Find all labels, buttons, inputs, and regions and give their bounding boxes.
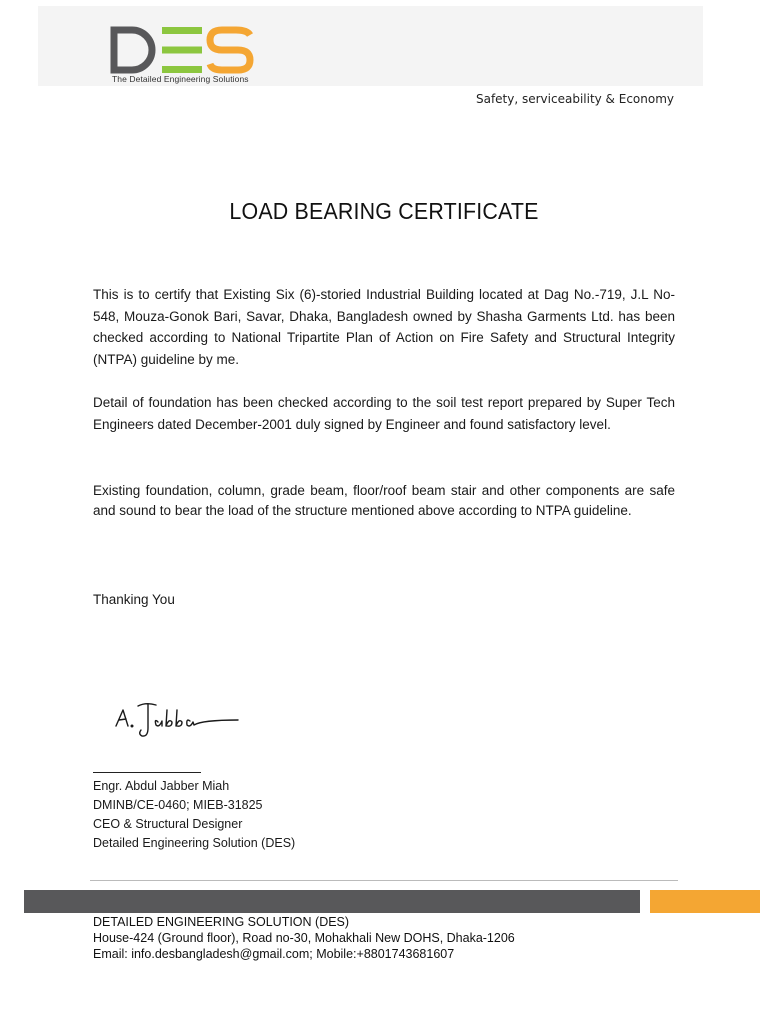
des-logo [110,26,270,88]
des-logo-mark [110,26,255,74]
footer-address: House-424 (Ground floor), Road no-30, Mohakhali New DOHS, Dhaka-1206 [93,931,515,945]
footer-gray-bar [24,890,640,913]
logo-letter-e [162,27,202,73]
signatory-block [93,777,295,853]
signatory-role: CEO & Structural Designer [93,817,243,831]
letterhead-slogan: Safety, serviceability & Economy [475,92,674,106]
handwritten-signature [112,698,242,742]
components-paragraph: Existing foundation, column, grade beam, floor/roof beam stair and other components are safe and sound to bear the load of the structure mentioned above according to NTPA guideline. [93,483,675,518]
footer-orange-bar [650,890,760,913]
certification-paragraph: This is to certify that Existing Six (6)-storied Industrial Building located at Dag No.-719, J.L No-548, Mouza-Gonok Bari, Savar, Dhaka, Bangladesh owned by Shasha Garments Ltd. has been checked according to National Tripartite Plan of Action on Fire Safety and Structural Integrity (NTPA) guideline by me. [93,287,675,367]
signatory-company: Detailed Engineering Solution (DES) [93,836,296,850]
footer-company: DETAILED ENGINEERING SOLUTION (DES) [93,915,350,929]
signatory-name: Engr. Abdul Jabber Miah [93,779,230,793]
footer-contact [93,914,515,962]
logo-tagline: The Detailed Engineering Solutions [112,74,249,84]
logo-letter-d [114,30,152,70]
signature-line [93,772,201,773]
footer-divider [90,880,678,881]
foundation-paragraph: Detail of foundation has been checked according to the soil test report prepared by Super Tech Engineers dated December-2001 duly signed by Engineer and found satisfactory level. [93,395,675,432]
certificate-title: LOAD BEARING CERTIFICATE [229,198,539,224]
logo-letter-s [210,30,250,70]
footer-email-phone: Email: info.desbangladesh@gmail.com; Mobile:+8801743681607 [93,947,455,961]
closing-text: Thanking You [93,592,175,607]
signatory-ids: DMINB/CE-0460; MIEB-31825 [93,798,263,812]
